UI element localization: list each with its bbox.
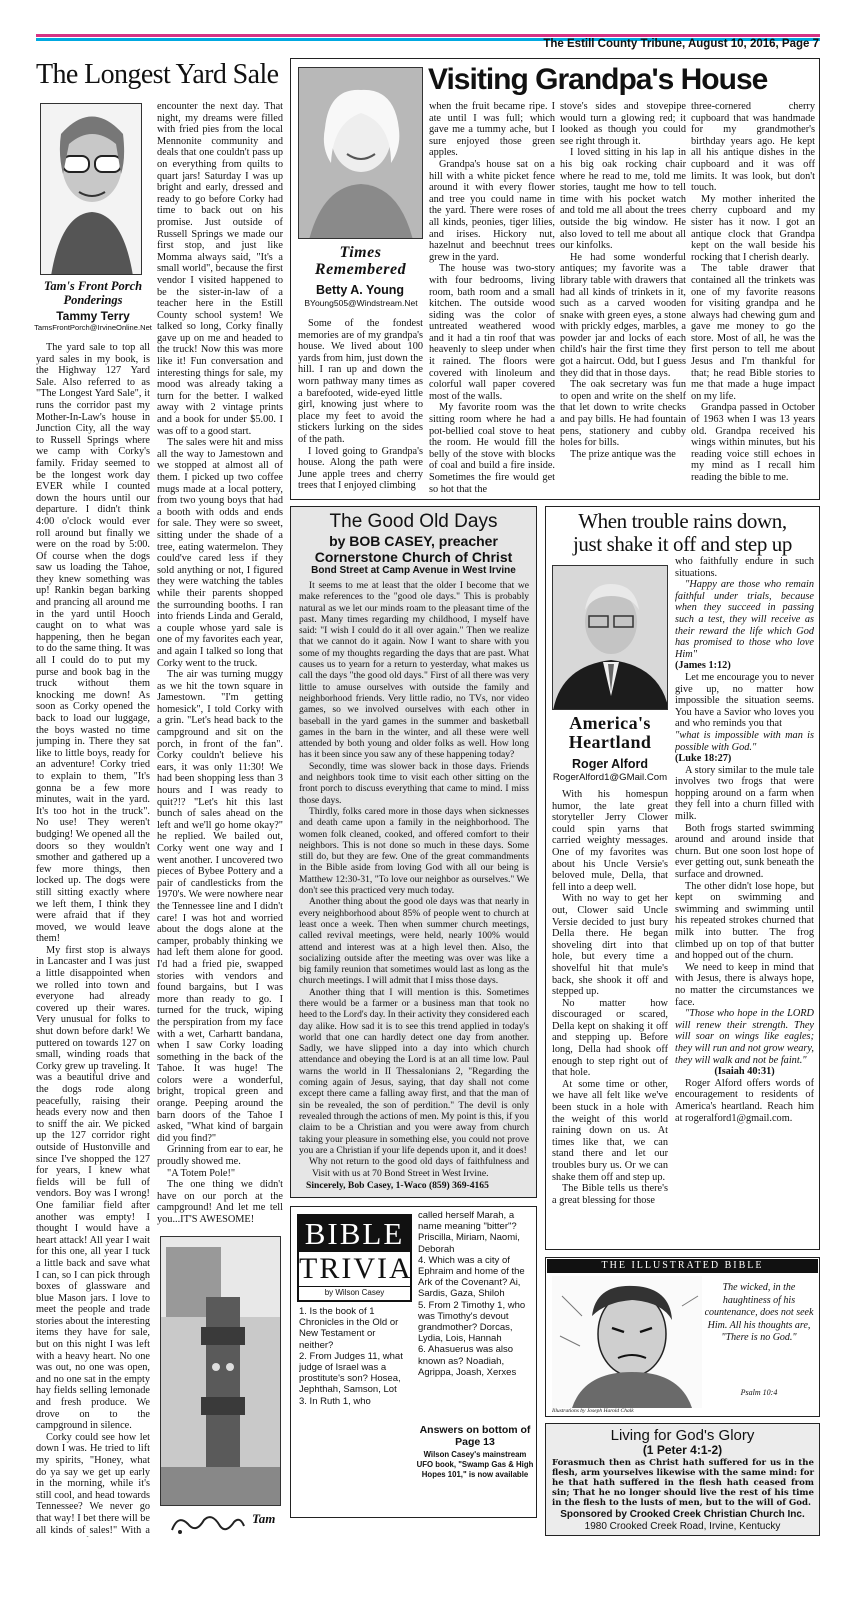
trouble-title-2: just shake it off and step up — [573, 532, 792, 556]
illustrated-verse: The wicked, in the haughtiness of his countenance, does not seek Him. All his thoughts are, "There is no God." — [704, 1282, 814, 1343]
grandpa-email: BYoung505@Windstream.Net — [304, 298, 418, 308]
old-days-visit: Visit with us at 70 Bond Street in West Irvine. — [312, 1168, 489, 1179]
old-days-body: It seems to me at least that the older I become that we make references to the "good ole days." This is probably natural as we let our minds roam to the pleasant time of the past. Many times regarding my childhood, I myself have said: "I wish I could do it all over again." Then we realize that we cannot do it again. Now I want to share with you some of my thoughts regarding the days that are past. What causes us to yearn for a return to yesterday, what makes us call the days "the good old days." First of all there was very little to amuse ourselves with outside the family and neighborhood friends. Very little radio, no TVs, nor video games, so we involved ourselves with each other in baseball in the yard games in the summer and basketball games in the barn in the winter, and all these were well attended by both young and older folks as well. How long has it been since you saw any of these happening today? Secondly, time was slower back in those days. Friends and neighbors took time to visit each other sitting on the front porch to discuss everything that came to mind. I miss those days. Thirdly, folks cared more in those days when sicknesses and death came upon a family in the neighborhood. The women folk cleaned, cooked, and offered comfort to their neighbors. This is not done so much in these days. Some still do, but they are few. One of the great commandments in the Bible aside from loving God with all our being is Matthew 12:30-31, "To love our neighbor as ourselves." We don't see this practiced very much today. Another thing about the good ole days was that nearly in every neighborhood about 85% of people went to church at least once a week. Then when summer church meetings, called revival meetings, were held, nearly 100% would attend and interest was at a high level then. Also, the socializing outside after the meeting was over was like a big family reunion that sometimes would last as long as the church meetings. I will admit that I miss those days. Another thing that I will mention is this. Sometimes there would be a farmer or a business man that took no heed to the Lord's day. In their activity they considered each day alike. How sad it is to see this trend applied in today's world that one can hardly detect one day from another. Sadly, we have slipped into a day into which church attendance and obeying the Lord is at an all time low. Paul warns the world in II Thessalonians 2, "Regarding the coming again of Jesus, saying, that day shall not come except there came a falling away first, and that the man of sin be revealed, the son of perdition." The devil is only revealed through the actions of men. My point is this, if you claim to be a Christian and you were away from church taking your pleasure in something else, you could not prove you are a Christian if your life depends upon it, and it does! Why not return to the good old days of faithfulness and — [299, 580, 529, 1166]
trivia-logo — [297, 1214, 412, 1302]
totem-pole-photo — [160, 1236, 281, 1506]
trivia-byline: by Wilson Casey — [299, 1286, 410, 1299]
grandpa-col4: three-cornered cherry cupboard that was handmade for my grandmother's birthday years ago. He kept all his antique dishes in the cupboard and it was off limits. It was look, but don't touch. My mother inherited the cherry cupboard and my sister has it now. I got an antique clock that Grandpa kept on the wall beside his rocking that I cherish dearly. The table drawer that contained all the trinkets was one of my favorite reasons for visiting grandpa and he always had chewing gum and gave me money to go the store. Most of all, he was the first person to tell me about Jesus and I'm thankful for that; he read Bible stories to me that made a huge impact on my life. Grandpa passed in October of 1963 when I was 13 years old. Grandpa received his wings within minutes, but his reading voice still echoes in my mind as I recall him reading the bible to me. — [691, 101, 815, 483]
trouble-email: RogerAlford1@GMail.Com — [552, 772, 668, 783]
grandpa-title: Visiting Grandpa's House — [428, 63, 768, 96]
trivia-logo-bible: BIBLE — [299, 1216, 410, 1252]
trouble-column-name-2: Heartland — [568, 732, 652, 752]
glory-sponsor: Sponsored by Crooked Creek Christian Church Inc. — [560, 1509, 805, 1520]
old-days-byline: by BOB CASEY, preacher — [329, 533, 498, 549]
trouble-col2: who faithfully endure in such situations. "Happy are those who remain faithful under trials, because when they succeed in passing such a test, they will receive as their reward the life which God has promised to those who love Him" (James 1:12) Let me encourage you to never give up, no matter how impossible the situation seems. You have a Savior who loves you and who reminds you that "what is impossible with man is possible with God." (Luke 18:27) A story similar to the mule tale involves two frogs that were hopping around on a farm when they fell into a churn filled with milk. Both frogs started swimming around and around inside that churn. But one soon lost hope of ever getting out, sunk beneath the surface and drowned. The other didn't lose hope, but kept on swimming and swimming and swimming until his repeated strokes churned that milk into butter. The frog climbed up on top of that butter and hopped out of the churn. We need to keep in mind that with Jesus, there is always hope, no matter the circumstances we face. "Those who hope in the LORD will renew their strength. They will soar on wings like eagles; they will run and not grow weary, they will walk and not be faint." (Isaiah 40:31) Roger Alford offers words of encouragement to residents of America's heartland. Reach him at rogeralford1@gmail.com. — [675, 556, 814, 1124]
yard-sale-email: TamsFrontPorch@IrvineOnline.Net — [34, 323, 152, 332]
yard-sale-col1: The yard sale to top all yard sales in my book, is the Highway 127 Yard Sale. Also referred to as "The Longest Yard Sale", it runs the corridor past my Mother-In-Law's house in Junction City, all the way to Russell Springs where we camp with Corky's family. Friday seemed to be the longest work day EVER while I counted down the hours until our departure. I didn't think 4:00 o'clock would ever roll around but finally we were on the road by 5:00. Of course when the dogs saw us loading the Tahoe, they knew something was up! Rankin began barking and prancing all around me in the yard until Hooch caught on to what was happening, then he began to do the same thing. It was all I could do to put my purse and book bag in the truck without them knocking me down! As soon as Corky opened the back to load our luggage, the boys wasted no time jumping in. There they sat like to little boys, ready for an adventure! Corky tried to explain to them, "It's gonna be a few more minutes, wait in the yard. It's too hot in the truck". No use! They weren't budging! We opened all the doors so they wouldn't smother and gathered up a few more things, then locked up. The dogs were still sitting exactly where we left them, I think they were afraid that if they moved, we would leave them! My first stop is always in Lancaster and I was just a little disappointed when we rolled into town and everyone had already covered up their wares. Very unusual for folks to shut down before dark! We puttered on towards 127 on small, winding roads that Corky grew up traveling. It was a beautiful drive and the dogs rode along peacefully, raising their heads every now and then to sniff the air. We picked up the 127 corridor right outside of Hustonville and since I've shopped the 127 for years, I knew what fields will be full of vendors. Boy was I wrong! One familiar field after another was empty! I thought I would have a heart attack! All year I wait for this one, all year I tuck a little back and save what I can, so I can pick through boxes of glassware and blue Mason jars. I love to meet the people and trade stories about the interesting items they have for sale, but on this night I was left with a heavy heart. No one was out, no one was open, and no one sat in the empty hay fields selling lemonade and fresh produce. We drove on to the campground in silence. Corky could see how let down I was. He tried to lift my spirits, "Honey, what do ya say we get up early in the morning, while it's still cool, and head towards Tennessee? We never go that way! I bet there will be all kinds of sales!" With a — [36, 342, 150, 1536]
trivia-answers: Answers on bottom of Page 13 — [419, 1424, 531, 1448]
header-pink-rule — [36, 34, 820, 37]
old-days-signoff: Sincerely, Bob Casey, 1-Waco (859) 369-4165 — [306, 1180, 489, 1191]
trouble-title-1: When trouble rains down, — [578, 509, 787, 533]
yard-sale-author: Tammy Terry — [56, 309, 130, 323]
tam-signature-text: Tam — [252, 1511, 276, 1526]
yard-sale-title: The Longest Yard Sale — [36, 59, 279, 90]
illustrated-credit: Illustrations by Joseph Harold Chalk — [552, 1408, 634, 1414]
illustrated-art — [552, 1276, 702, 1408]
trouble-author: Roger Alford — [572, 757, 648, 771]
glory-verse-1: Forasmuch then as Christ hath suffered for us in the flesh, arm yourselves likewise with the same mind: for he that hath suffered in the flesh hath ceased from sin; — [552, 1458, 814, 1498]
grandpa-col3: stove's sides and stovepipe would turn a glowing red; it looked as though you could see right through it. I loved sitting in his lap in his big oak rocking chair where he read to me, told me stories, taught me how to tell time with his pocket watch and told me all about the trees outside the big window. He also loved to tell me about all our kinfolks. He had some wonderful antiques; my favorite was a library table with drawers that had all kinds of trinkets in it, such as a carved wooden snake with green eyes, a stone with prickly edges, marbles, a powder jar and locks of each child's hair the first time they got a haircut. Odd, but I guess they did that in those days. The oak secretary was fun to open and write on the shelf that let down to write checks and pay bills. He had fountain pens, stationery and cubby holes for bills. The prize antique was the — [560, 101, 686, 460]
glory-title: Living for God's Glory — [610, 1427, 755, 1444]
trouble-column-name-1: America's — [569, 713, 651, 733]
yard-sale-column-name: Tam's Front Porch Ponderings — [43, 279, 143, 307]
trivia-col1: 1. Is the book of 1 Chronicles in the Old or New Testament or neither? 2. From Judges 11, what judge of Israel was a prostitute's son? Hosea, Jephthah, Samson, Lot 3. In Ruth 1, who — [299, 1306, 403, 1407]
illustrated-banner: THE ILLUSTRATED BIBLE — [547, 1259, 818, 1273]
author-photo-betty — [298, 67, 423, 239]
trivia-col2: called herself Marah, a name meaning "bitter"? Priscilla, Miriam, Naomi, Deborah 4. Which was a city of Ephraim and home of the Ark of the Covenant? Ai, Sardis, Gaza, Shiloh 5. From 2 Timothy 1, who was Timothy's devout grandmother? Dorcas, Lydia, Lois, Hannah 6. Ahasuerus was also known as? Noadiah, Agrippa, Joash, Xerxes — [418, 1210, 526, 1378]
tam-signature — [168, 1508, 248, 1538]
running-head: The Estill County Tribune, August 10, 2016, Page 7 — [543, 38, 819, 50]
glory-ref: (1 Peter 4:1-2) — [642, 1443, 723, 1457]
glory-verse-2: That he no longer should live the rest of his time in the flesh to the lusts of men, but to the will of God. — [552, 1488, 814, 1508]
old-days-church: Cornerstone Church of Christ — [314, 549, 513, 565]
old-days-address: Bond Street at Camp Avenue in West Irvine — [311, 565, 516, 576]
trivia-logo-trivia: TRIVIA — [299, 1252, 413, 1285]
grandpa-col1: Some of the fondest memories are of my grandpa's house. We lived about 100 yards from him, just down the hill. I ran up and down the worn pathway many times as a barefooted, wide-eyed little girl, knowing just where to place my feet to avoid the stickers lurking on the sides of the path. I loved going to Grandpa's house. Along the path were June apple trees and cherry trees that I enjoyed climbing — [298, 318, 423, 492]
illustrated-ref: Psalm 10:4 — [740, 1388, 778, 1397]
grandpa-column-name: Times Remembered — [314, 244, 407, 278]
glory-address: 1980 Crooked Creek Road, Irvine, Kentucky — [584, 1521, 781, 1532]
grandpa-author: Betty A. Young — [316, 283, 404, 297]
grandpa-col2: when the fruit became ripe. I ate until I was full; which gave me a tummy ache, but I sure enjoyed those green apples. Grandpa's house sat on a hill with a white picket fence around it with every flower and tree you could name in the yard. There were roses of all kinds, peonies, tiger lilies, and irises. Hickory nut, hazelnut and beechnut trees grew in the yard. The house was two-story with four bedrooms, living room, bath room and a small kitchen. The outside wood siding was the color of untreated weathered wood and it had a tin roof that was heavenly to sleep under when it rained. The floors were covered with linoleum and colorful wall paper covered most of the walls. My favorite room was the sitting room where he had a pot-bellied coal stove to heat the room. He would fill the belly of the stove with blocks of coal and build a fire inside. Sometimes the fire would get so hot that the — [429, 101, 555, 495]
yard-sale-col2: encounter the next day. That night, my dreams were filled with fried pies from the local Mennonite community and deals that one couldn't pass up on everything from quilts to quart jars! Saturday I was up bright and early, dressed and ready to go before Corky had time to back out on his promise. Just outside of Russell Springs we made our first stop, and just like Momma always said, "It's a small world", because the first vendor I visited happened to be the sister-in-law of a teacher here in the Estill County school system! We talked so long, Corky finally gave up on me and headed to the truck! Now this was more like it! Fun conversation and interesting things for sale, my mood was already taking a turn for the better. I walked away with 2 vintage prints and a book for under $5.00. I was off to a good start. The sales were hit and miss all the way to Jamestown and we stopped at almost all of them. I picked up two coffee mugs made at a local pottery, from two young boys that had a booth with odds and ends for sale. They were so sweet, sitting under the shade of a tree, eating watermelon. They could've cared less if they sold anything or not, I figured they were watching the tables while their parents shopped the surrounding booths. I ran into friends Linda and Gerald, a couple whose yard sale is one of my favorites each year, and again I talked so long that Corky went to the truck. The air was turning muggy as we hit the town square in Jamestown. "I'm getting homesick", I told Corky with a grin. "Let's head back to the campground and sit on the porch, in front of the fan". Corky couldn't believe his ears, it was only 11:30! We had been shopping less than 3 hours and I was ready to quit?!? "Let's hit this last bunch of sales ahead on the left and we'll go home okay?" he replied. We bailed out, Corky went one way and I went another. I uncovered two pieces of Bybee Pottery and a pair of candlesticks from the 1970's. We were nowhere near the Tennessee line and I didn't care! I was hot and worried about the dogs alone at the camper, probably thinking we had left them alone for good. I'd had a fried pie, swapped stories with vendors and found bargains, but I was more than ready to go. I turned for the truck, wiping the perspiration from my face with a wet, Carhartt bandana, when I saw Corky loading something in the back of the Tahoe. It was huge! The colors were a wonderful, bright, tropical green and orange. Peeping around the barn doors of the Tahoe I asked, "What kind of bargain did you find?" Grinning from ear to ear, he proudly showed me. "A Totem Pole!" The one thing we didn't have on our porch at the campground! And let me tell you...IT'S AWESOME! — [157, 101, 283, 1225]
trouble-col1: With his homespun humor, the late great storyteller Jerry Clower could spin yarns that carried weighty messages. One of my favorites was about his Uncle Versie's beloved mule, Della, that fell into a deep well. With no way to get her out, Clower said Uncle Versie decided to just bury Della there. He began shoveling dirt into that hole, but every time a shovelful hit that mule's back, she shook it off and stepped up. No matter how discouraged or scared, Della kept on shaking it off and stepping up. Before long, Della had shook off enough to step right out of that hole. At some time or other, we have all felt like we've been stuck in a hole with the weight of this world raining down on us. At times like that, we can stand there and let our troubles bury us. Or we can shake them off and step up. The Bible tells us there's a great blessing for those — [552, 789, 668, 1206]
glory-verse — [552, 1458, 814, 1508]
author-photo-tammy — [40, 103, 142, 275]
old-days-title: The Good Old Days — [329, 511, 498, 532]
trivia-promo: Wilson Casey's mainstream UFO book, "Swamp Gas & High Hopes 101," is now available — [416, 1450, 534, 1479]
author-photo-roger — [552, 565, 668, 710]
